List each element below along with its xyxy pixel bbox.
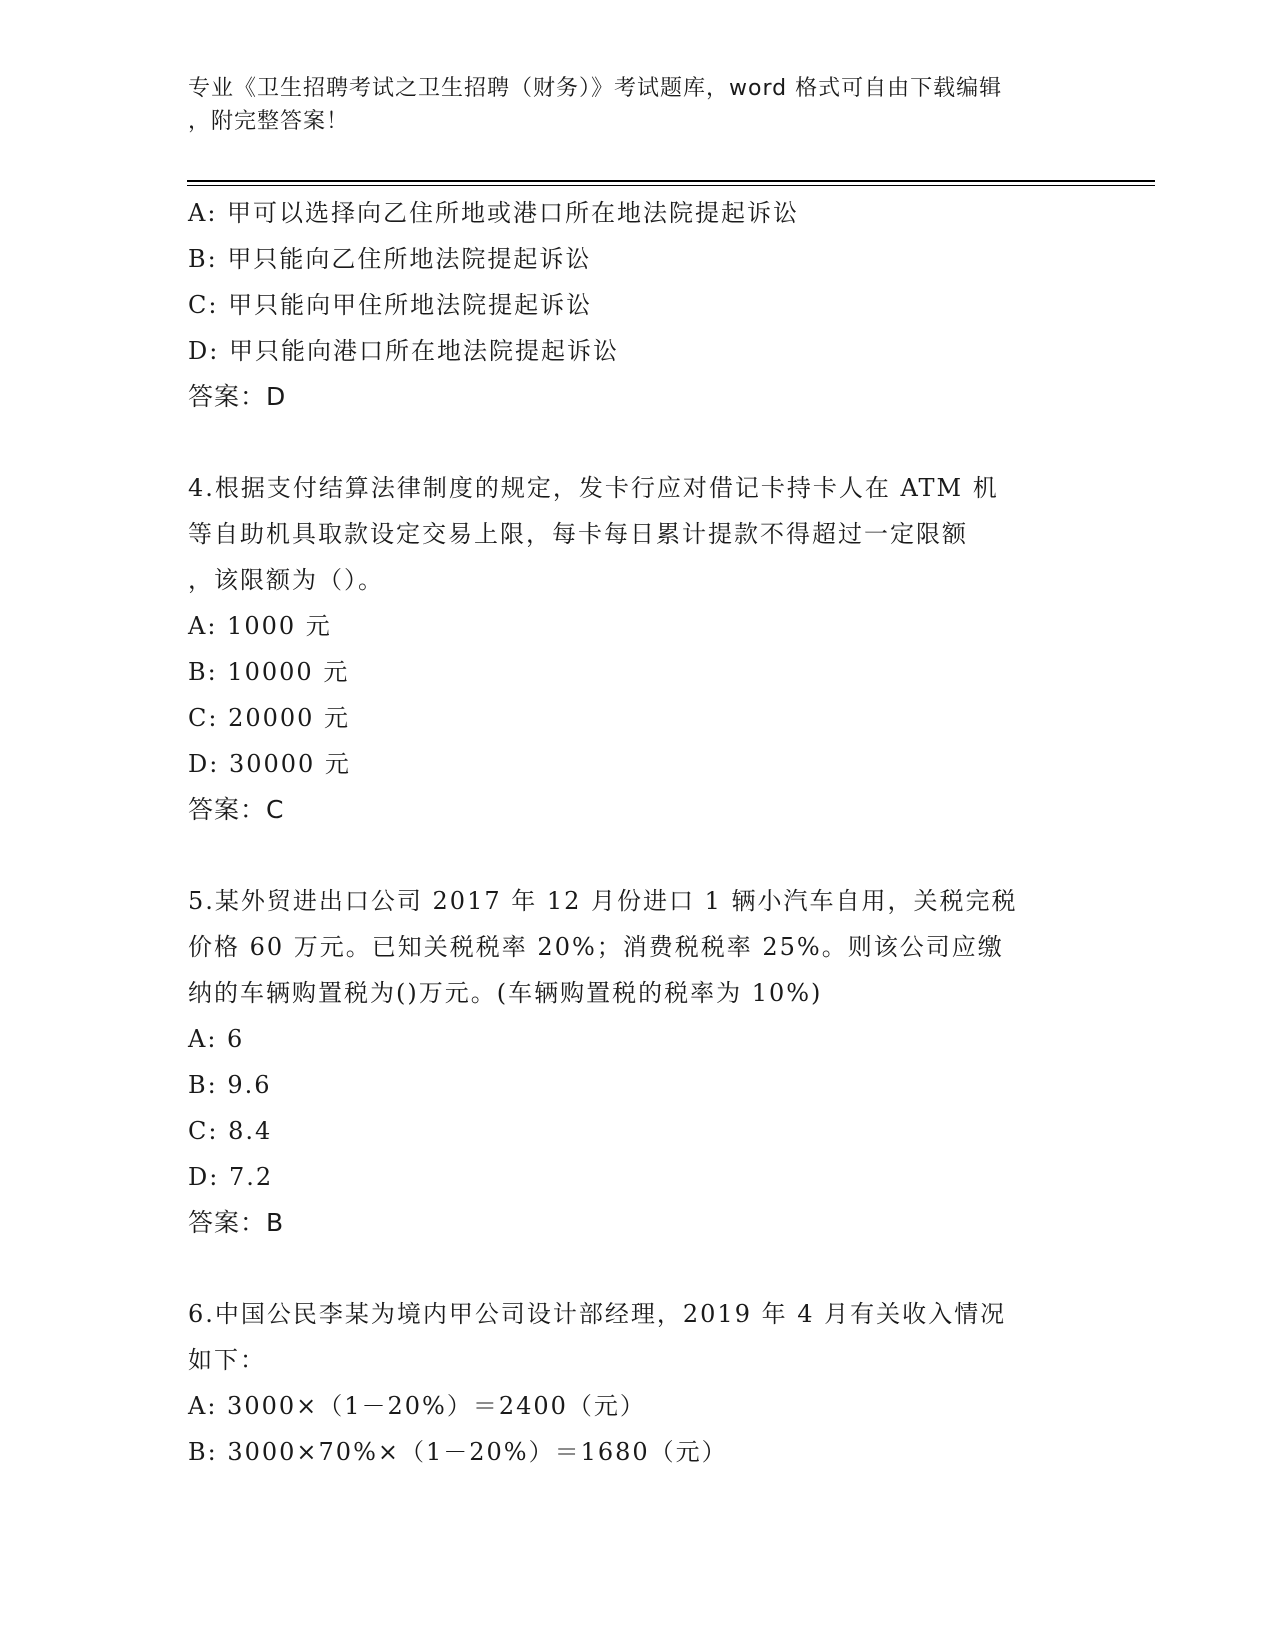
option-d: D: 7.2 bbox=[188, 1163, 274, 1191]
header-title-line-1: 专业《卫生招聘考试之卫生招聘（财务）》考试题库，word 格式可自由下载编辑 bbox=[188, 76, 1003, 101]
question-list bbox=[188, 190, 1088, 1475]
option-b: B: 甲只能向乙住所地法院提起诉讼 bbox=[188, 245, 592, 273]
option-b: B: 9.6 bbox=[188, 1071, 272, 1099]
question-5 bbox=[188, 878, 1088, 1246]
option-d: D: 30000 元 bbox=[188, 750, 351, 778]
question-text-line: 纳的车辆购置税为()万元。(车辆购置税的税率为 10%) bbox=[188, 979, 823, 1007]
option-a: A: 甲可以选择向乙住所地或港口所在地法院提起诉讼 bbox=[188, 199, 800, 227]
option-b: B: 3000×70%×（1－20%）＝1680（元） bbox=[188, 1438, 728, 1466]
question-6 bbox=[188, 1291, 1088, 1475]
header-divider-thin bbox=[187, 185, 1155, 186]
option-a: A: 3000×（1－20%）＝2400（元） bbox=[188, 1392, 646, 1420]
question-text-line: 等自助机具取款设定交易上限，每卡每日累计提款不得超过一定限额 bbox=[188, 520, 968, 548]
question-text-line: 5.某外贸进出口公司 2017 年 12 月份进口 1 辆小汽车自用，关税完税 bbox=[188, 887, 1018, 915]
option-a: A: 6 bbox=[188, 1025, 245, 1053]
option-c: C: 8.4 bbox=[188, 1117, 273, 1145]
answer-line: 答案：C bbox=[188, 795, 285, 824]
question-text-line: 4.根据支付结算法律制度的规定，发卡行应对借记卡持卡人在 ATM 机 bbox=[188, 474, 999, 502]
option-a: A: 1000 元 bbox=[188, 612, 332, 640]
option-c: C: 甲只能向甲住所地法院提起诉讼 bbox=[188, 291, 593, 319]
question-4 bbox=[188, 465, 1088, 833]
answer-line: 答案：B bbox=[188, 1208, 285, 1237]
header-divider-thick bbox=[187, 180, 1155, 182]
option-b: B: 10000 元 bbox=[188, 658, 350, 686]
answer-line: 答案：D bbox=[188, 382, 287, 411]
document-header bbox=[188, 72, 1068, 138]
question-text-line: ，该限额为（）。 bbox=[188, 566, 384, 594]
option-c: C: 20000 元 bbox=[188, 704, 351, 732]
question-text-line: 如下： bbox=[188, 1346, 266, 1374]
option-d: D: 甲只能向港口所在地法院提起诉讼 bbox=[188, 337, 619, 365]
question-3 bbox=[188, 190, 1088, 420]
header-title-line-2: ，附完整答案！ bbox=[188, 109, 350, 134]
question-text-line: 6.中国公民李某为境内甲公司设计部经理，2019 年 4 月有关收入情况 bbox=[188, 1300, 1007, 1328]
question-text-line: 价格 60 万元。已知关税税率 20%；消费税税率 25%。则该公司应缴 bbox=[188, 933, 1004, 961]
